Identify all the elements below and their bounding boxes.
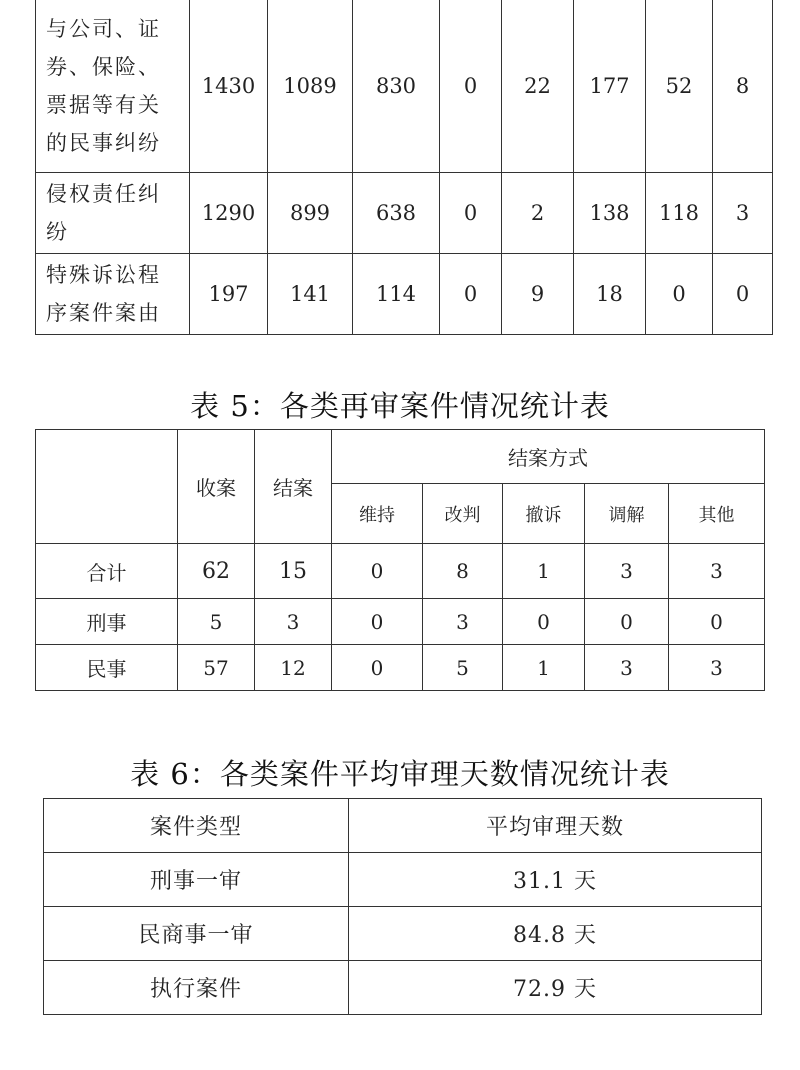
table-cell: 3: [423, 599, 503, 645]
table-cell: 31.1 天: [349, 853, 762, 907]
table-cell: 3: [713, 173, 773, 254]
table-row: [44, 907, 762, 961]
table-cell: 141: [268, 254, 353, 335]
table-row: [36, 0, 773, 173]
table-cell: 执行案件: [44, 961, 349, 1015]
table6-caption: 表 6：各类案件平均审理天数情况统计表: [130, 757, 670, 791]
row-label: 合计: [36, 544, 178, 599]
row-label: 侵权责任纠纷: [36, 173, 190, 254]
table-cell: 15: [255, 544, 332, 599]
table-cell: 0: [440, 254, 502, 335]
table-cell: 57: [178, 645, 255, 691]
table-cell: 118: [646, 173, 713, 254]
table5-caption: 表 5：各类再审案件情况统计表: [190, 389, 610, 423]
table-cell: 138: [574, 173, 646, 254]
table-cell: 62: [178, 544, 255, 599]
table-cell: 0: [332, 544, 423, 599]
table-cell: 177: [574, 0, 646, 173]
table-cell: 1430: [190, 0, 268, 173]
header-avg-days: 平均审理天数: [349, 799, 762, 853]
table-cell: 5: [178, 599, 255, 645]
header-method-group: 结案方式: [332, 430, 765, 484]
table-cell: 3: [669, 544, 765, 599]
table-cell: 52: [646, 0, 713, 173]
row-label: 特殊诉讼程序案件案由: [36, 254, 190, 335]
table-cell: 899: [268, 173, 353, 254]
table-header-row: [44, 799, 762, 853]
table-cell: 12: [255, 645, 332, 691]
header-closed: 结案: [255, 430, 332, 544]
row-label: 民事: [36, 645, 178, 691]
table5: [35, 429, 765, 691]
row-label: 与公司、证券、保险、票据等有关的民事纠纷: [36, 0, 190, 173]
table-cell: 197: [190, 254, 268, 335]
table-cell: 22: [502, 0, 574, 173]
table-cell: 5: [423, 645, 503, 691]
table6: [43, 798, 762, 1015]
table-row: [44, 853, 762, 907]
table-cell: 0: [503, 599, 585, 645]
header-method: 调解: [585, 484, 669, 544]
table-cell: 1: [503, 645, 585, 691]
header-case-type: 案件类型: [44, 799, 349, 853]
table-cell: 3: [669, 645, 765, 691]
table-cell: 0: [440, 0, 502, 173]
table-row: [44, 961, 762, 1015]
header-method: 撤诉: [503, 484, 585, 544]
table-cell: 9: [502, 254, 574, 335]
table-cell: 0: [585, 599, 669, 645]
table4-continuation: [35, 0, 773, 335]
header-method: 改判: [423, 484, 503, 544]
table-row: [36, 645, 765, 691]
corner-cell: [36, 430, 178, 544]
table-row: [36, 544, 765, 599]
header-received: 收案: [178, 430, 255, 544]
table-cell: 8: [423, 544, 503, 599]
table-cell: 3: [255, 599, 332, 645]
table-cell: 刑事一审: [44, 853, 349, 907]
table-cell: 民商事一审: [44, 907, 349, 961]
table-cell: 84.8 天: [349, 907, 762, 961]
table-cell: 638: [353, 173, 440, 254]
header-method: 维持: [332, 484, 423, 544]
table-cell: 1290: [190, 173, 268, 254]
table-cell: 3: [585, 544, 669, 599]
row-label: 刑事: [36, 599, 178, 645]
table-cell: 1: [503, 544, 585, 599]
table-cell: 3: [585, 645, 669, 691]
table-cell: 114: [353, 254, 440, 335]
header-method: 其他: [669, 484, 765, 544]
table-row: [36, 599, 765, 645]
table-cell: 0: [440, 173, 502, 254]
table-row: [36, 173, 773, 254]
table-cell: 830: [353, 0, 440, 173]
table-cell: 0: [669, 599, 765, 645]
table-cell: 72.9 天: [349, 961, 762, 1015]
table-row: [36, 254, 773, 335]
table-cell: 0: [332, 599, 423, 645]
table-cell: 0: [713, 254, 773, 335]
table-cell: 0: [332, 645, 423, 691]
table-header-row: [36, 430, 765, 484]
table-cell: 8: [713, 0, 773, 173]
table-cell: 18: [574, 254, 646, 335]
table-cell: 2: [502, 173, 574, 254]
table-cell: 1089: [268, 0, 353, 173]
table-cell: 0: [646, 254, 713, 335]
